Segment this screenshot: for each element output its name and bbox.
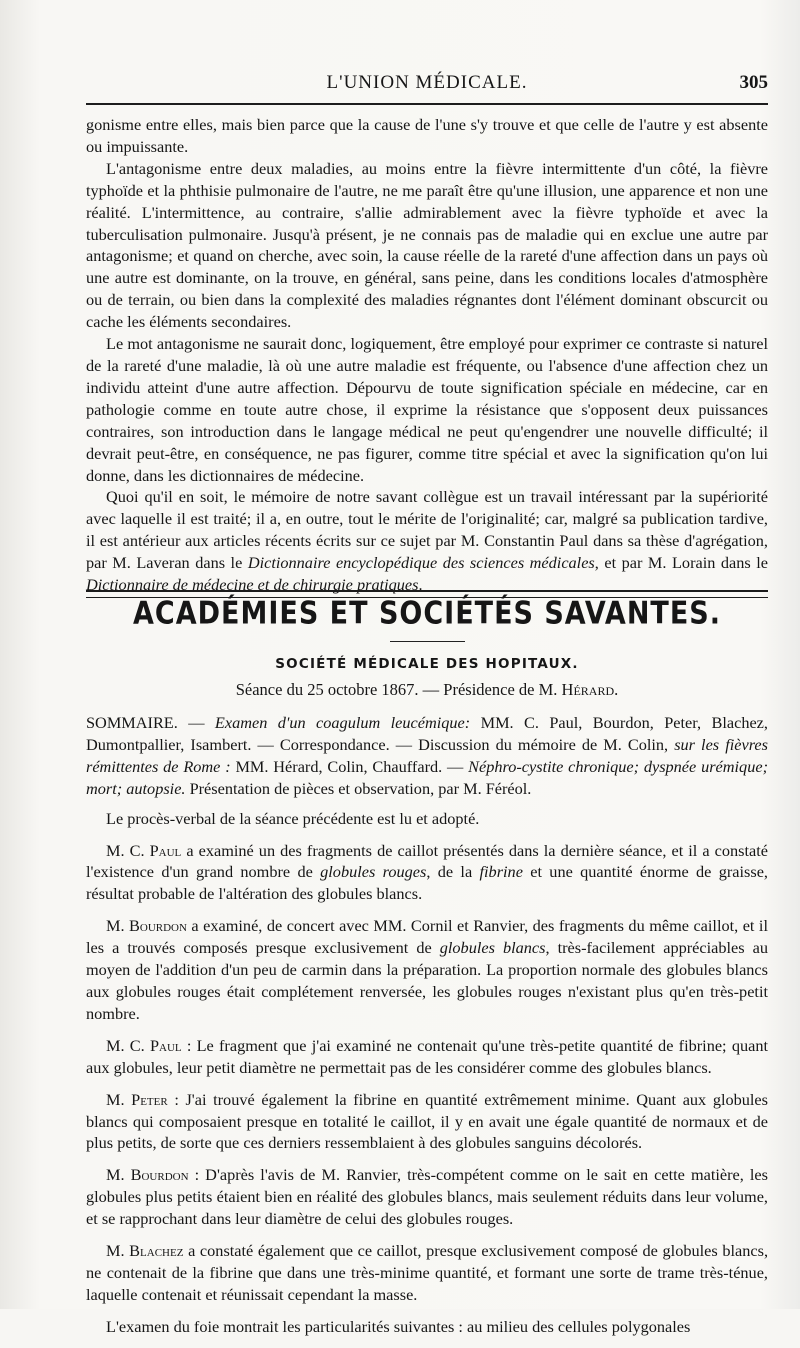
session-minutes bbox=[86, 712, 768, 1348]
minutes-paragraph bbox=[86, 1164, 768, 1230]
society-heading: SOCIÉTÉ MÉDICALE DES HOPITAUX. bbox=[275, 656, 579, 672]
section-heading: ACADÉMIES ET SOCIÉTÉS SAVANTES. bbox=[133, 595, 721, 632]
speaker-name: M. Bourdon bbox=[106, 916, 187, 936]
summary-text: MM. Hérard, Colin, Chauffard. — bbox=[230, 756, 469, 776]
paragraph-text: Quoi qu'il en soit, le mémoire de notre savant collègue est un travail intéressant par la supériorité avec laquelle il est traité; il a, en outre, tout le mérite de l'originalité; car, malgré sa publication tardive, il est antérieur aux articles récents écrits sur ce sujet par M. Constantin Paul dans sa thèse d'agrégation, par M. Laveran dans le bbox=[86, 487, 768, 573]
paragraph bbox=[86, 486, 768, 596]
paragraph: L'antagonisme entre deux maladies, au moins entre la fièvre intermittente d'un côté, la fièvre typhoïde et la phthisie pulmonaire de l'autre, ne me paraît être qu'une illusion, une apparence et non une réalité. L'intermittence, au contraire, s'allie admirablement avec la fièvre typhoïde et avec la tuberculisation pulmonaire. Jusqu'à présent, je ne connais pas de maladie qui en exclue une autre par antagonisme; et quand on cherche, avec soin, la cause réelle de la rareté d'une affection dans un pays où une autre est dominante, on la trouve, en général, sans peine, dans les conditions locales d'atmosphère ou de terrain, ou bien dans la complexité des maladies régnantes dont l'élément dominant obscurcit ou cache les éléments secondaires. bbox=[86, 158, 768, 332]
minutes-text: a examiné, de concert avec MM. Cornil et Ranvier, des fragments du même caillot, et il les a trouvés composés presque exclusivement de bbox=[86, 916, 768, 958]
minutes-italic: fibrine bbox=[479, 862, 523, 882]
paragraph: Le mot antagonisme ne saurait donc, logiquement, être employé pour exprimer ce contraste si naturel de la rareté d'une maladie, là où une autre maladie est fréquente, ou l'absence d'une affection chez un individu atteint d'une autre affection. Dépourvu de toute signification spéciale en médecine, car en pathologie comme en toute autre chose, il exprime la résistance que s'opposent deux puissances contraires, son introduction dans le langage médical ne peut qu'engendrer une nouvelle difficulté; il devrait peut-être, en conséquence, ne pas figurer, comme titre spécial et avec la signification qu'on lui donne, dans les dictionnaires de médecine. bbox=[86, 334, 768, 485]
minutes-paragraph bbox=[86, 1240, 768, 1306]
paragraph-text: . bbox=[418, 575, 423, 595]
minutes-paragraph bbox=[86, 1035, 768, 1079]
speaker-name: M. Bourdon bbox=[106, 1165, 189, 1185]
session-text: Séance du 25 octobre 1867. — Présidence de M. bbox=[235, 680, 562, 699]
summary-italic: Néphro-cystite chronique; dyspnée urémique; mort; autopsie. bbox=[86, 756, 768, 798]
session-end: . bbox=[614, 680, 619, 699]
italic-title: Dictionnaire encyclopédique des sciences médicales bbox=[247, 553, 595, 573]
minutes-text: : Le fragment que j'ai examiné ne contenait qu'une très-petite quantité de fibrine; quant aux globules, leur petit diamètre ne permettait pas de les considérer comme des globules blancs. bbox=[86, 1035, 768, 1077]
minutes-paragraph bbox=[86, 840, 768, 906]
president-name: Hérard bbox=[561, 680, 615, 699]
minutes-italic: globules rouges bbox=[320, 862, 427, 882]
summary-italic: Examen d'un coagulum leucémique: bbox=[214, 713, 471, 732]
minutes-paragraph bbox=[86, 915, 768, 1025]
minutes-text: : J'ai trouvé également la fibrine en quantité extrêmement minime. Quant aux globules blancs qui composaient presque en totalité le caillot, il y en avait une égale quantité de normaux et de plus petits, de sorte que ces derniers ressemblaient à des globules sanguins décolorés. bbox=[86, 1089, 768, 1153]
speaker-name: M. Peter bbox=[106, 1089, 168, 1109]
summary-italic: sur les fièvres rémittentes de Rome : bbox=[86, 734, 768, 776]
minutes-paragraph bbox=[86, 1089, 768, 1155]
session-line bbox=[86, 680, 768, 700]
journal-title: L'UNION MÉDICALE. bbox=[326, 72, 528, 93]
minutes-paragraph: Le procès-verbal de la séance précédente est lu et adopté. bbox=[106, 808, 480, 828]
speaker-name: M. Blachez bbox=[106, 1241, 184, 1261]
page-number: 305 bbox=[739, 72, 768, 93]
minutes-text: a constaté également que ce caillot, presque exclusivement composé de globules blancs, ne contenait de la fibrine que dans une très-minime quantité, et formant une sorte de trame très-ténue, laquelle contenait et réunissait cependant la masse. bbox=[86, 1241, 769, 1304]
summary-label: SOMMAIRE. — bbox=[86, 713, 215, 732]
minutes-italic: globules blancs bbox=[439, 938, 546, 958]
speaker-name: M. C. Paul bbox=[106, 1035, 182, 1055]
minutes-paragraph: L'examen du foie montrait les particularités suivantes : au milieu des cellules polygonales bbox=[106, 1316, 691, 1336]
minutes-text: : D'après l'avis de M. Ranvier, très-compétent comme on le sait en cette matière, les globules plus petits étaient bien en réalité des globules blancs, mais seulement réduits dans leur volume, et se rapprochant dans leur diamètre de celui des globules rouges. bbox=[86, 1165, 768, 1229]
summary bbox=[86, 712, 768, 800]
minutes-text: et une quantité énorme de graisse, résultat probable de l'altération des globules blancs. bbox=[86, 862, 768, 904]
speaker-name: M. C. Paul bbox=[106, 840, 182, 860]
minutes-text: , de la bbox=[426, 862, 480, 882]
short-divider bbox=[390, 641, 465, 642]
article-continuation bbox=[86, 114, 768, 596]
italic-title: Dictionnaire de médecine et de chirurgie pratiques bbox=[86, 575, 419, 595]
paragraph-text: , et par M. Lorain dans le bbox=[594, 553, 769, 573]
summary-text: MM. C. Paul, Bourdon, Peter, Blachez, Dumontpallier, Isambert. — Correspondance. — Discussion du mémoire de M. Colin, bbox=[86, 713, 768, 754]
minutes-text: a examiné un des fragments de caillot présentés dans la dernière séance, et il a constaté l'existence d'un grand nombre de bbox=[86, 840, 769, 882]
running-head bbox=[86, 72, 768, 98]
header-rule bbox=[86, 103, 768, 105]
paragraph: gonisme entre elles, mais bien parce que la cause de l'une s'y trouve et que celle de l'autre y est absente ou impuissante. bbox=[86, 115, 768, 156]
minutes-text: , très-facilement appréciables au moyen de l'addition d'un peu de carmin dans la préparation. La proportion normale des globules blancs aux globules rouges était complétement renversée, les globules rouges n'existant plus qu'en très-petit nombre. bbox=[86, 938, 769, 1023]
summary-text: Présentation de pièces et observation, par M. Féréol. bbox=[185, 778, 532, 798]
